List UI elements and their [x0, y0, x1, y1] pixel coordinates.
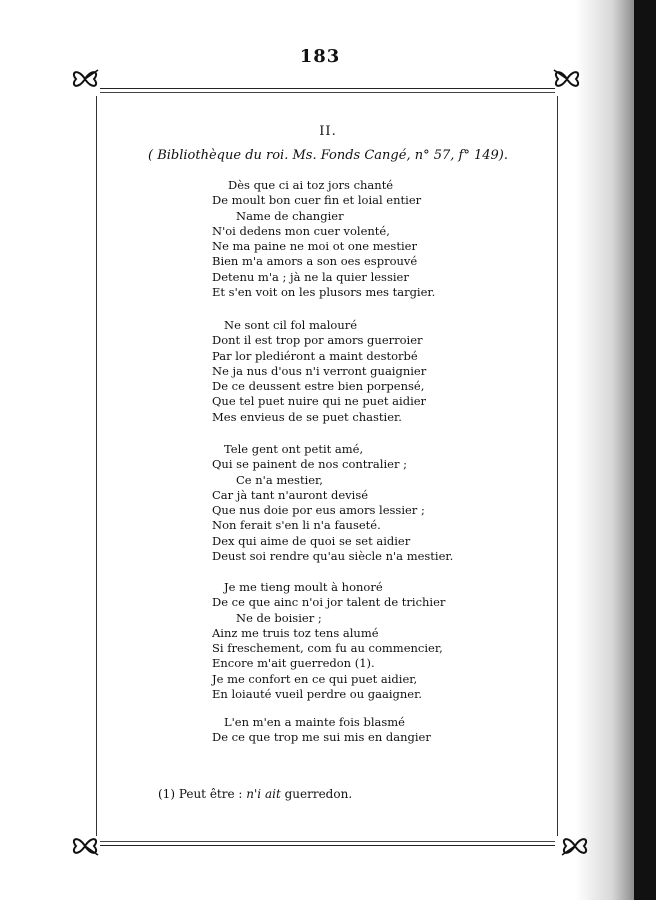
stanza — [0, 178, 656, 300]
verse-line: Name de changier — [236, 208, 344, 223]
verse-line: Deust soi rendre qu'au siècle n'a mestier. — [212, 549, 454, 564]
footnote-marker: (1) Peut être : — [158, 787, 243, 801]
manuscript-source: ( Bibliothèque du roi. Ms. Fonds Cangé, n° 57, f° 149). — [148, 148, 508, 163]
verse-line: Dès que ci ai toz jors chanté — [228, 178, 394, 192]
verse-line: N'oi dedens mon cuer volenté, — [212, 223, 390, 238]
verse-line: De ce que ainc n'oi jor talent de trichier — [212, 595, 446, 610]
verse-line: Dont il est trop por amors guerroier — [212, 333, 423, 348]
verse-line: Ne de boisier ; — [236, 610, 322, 625]
verse-line: Bien m'a amors a son oes esprouvé — [212, 254, 418, 269]
footnote — [158, 787, 352, 801]
verse-line: Que tel puet nuire qui ne puet aidier — [212, 394, 427, 409]
corner-ornament-icon — [552, 66, 582, 92]
verse-line: De ce que trop me sui mis en dangier — [212, 730, 431, 745]
frame-bottom-rule — [100, 845, 555, 846]
frame-top-inner-rule — [100, 92, 555, 93]
footnote-emphasis: n'i ait — [246, 787, 281, 801]
verse-line: Par lor plediéront a maint destorbé — [212, 348, 418, 363]
page-number: 183 — [299, 46, 341, 67]
verse-line: Ne ma paine ne moi ot one mestier — [212, 239, 417, 254]
verse-line: En loiauté vueil perdre ou gaaigner. — [212, 687, 422, 702]
corner-ornament-icon — [70, 66, 100, 92]
verse-line: Detenu m'a ; jà ne la quier lessier — [212, 269, 409, 284]
verse-line: Car jà tant n'auront devisé — [212, 487, 369, 502]
verse-line: Tele gent ont petit amé, — [224, 442, 364, 456]
verse-line: Ne ja nus d'ous n'i verront guaignier — [212, 363, 427, 378]
stanza — [0, 318, 656, 425]
stanza — [0, 715, 656, 746]
verse-line: Ainz me truis toz tens alumé — [212, 625, 379, 640]
stanza — [0, 442, 656, 564]
verse-line: Dex qui aime de quoi se set aidier — [212, 533, 411, 548]
verse-line: Mes envieus de se puet chastier. — [212, 409, 402, 424]
frame-bottom-inner-rule — [100, 841, 555, 842]
section-number: II. — [319, 124, 337, 139]
frame-top-rule — [100, 88, 555, 89]
verse-line: De moult bon cuer fin et loial entier — [212, 193, 422, 208]
verse-line: Non ferait s'en li n'a fauseté. — [212, 518, 381, 533]
corner-ornament-icon — [70, 833, 100, 859]
verse-line: Que nus doie por eus amors lessier ; — [212, 503, 425, 518]
verse-line: L'en m'en a mainte fois blasmé — [224, 715, 405, 729]
footnote-tail: guerredon. — [284, 787, 353, 801]
verse-line: Je me tieng moult à honoré — [224, 580, 383, 594]
verse-line: Encore m'ait guerredon (1). — [212, 656, 375, 671]
verse-line: Si freschement, com fu au commencier, — [212, 641, 443, 656]
verse-line: Je me confort en ce qui puet aidier, — [212, 671, 418, 686]
verse-line: Ne sont cil fol malouré — [224, 318, 358, 332]
verse-line: De ce deussent estre bien porpensé, — [212, 379, 425, 394]
corner-ornament-icon — [560, 833, 590, 859]
verse-line: Qui se painent de nos contralier ; — [212, 457, 407, 472]
verse-line: Ce n'a mestier, — [236, 472, 323, 487]
verse-line: Et s'en voit on les plusors mes targier. — [212, 285, 436, 300]
stanza — [0, 580, 656, 702]
